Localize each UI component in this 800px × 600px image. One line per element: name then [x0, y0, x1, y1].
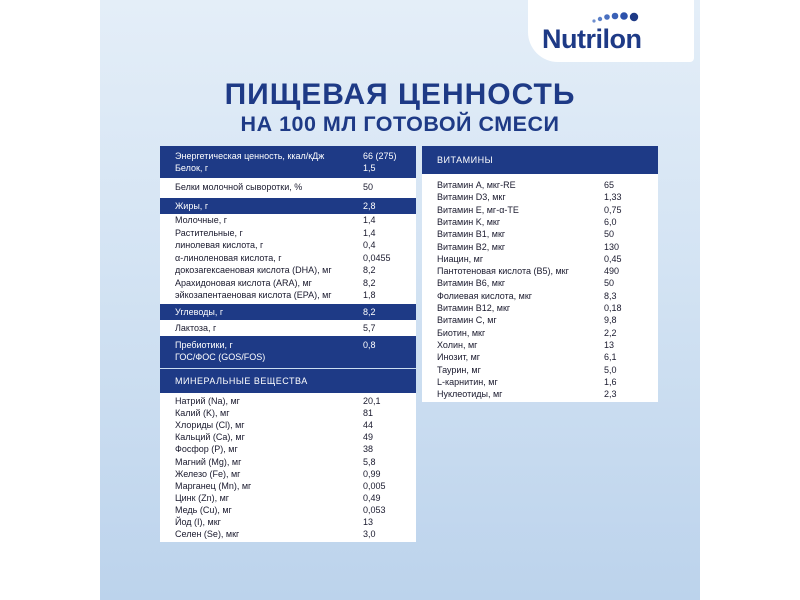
brand-logo [528, 0, 694, 62]
nutrient-name: Витамин C, мг [437, 315, 497, 326]
nutrient-value: 66 (275) [363, 151, 397, 161]
nutrient-name: Витамин B2, мкг [437, 241, 506, 252]
nutrient-name: Цинк (Zn), мг [175, 492, 230, 503]
nutrient-value: 0,8 [363, 340, 376, 350]
carbohydrate-header [160, 304, 416, 320]
minerals-header [160, 369, 416, 393]
nutrient-value: 0,45 [604, 253, 622, 264]
nutrient-name: Марганец (Mn), мг [175, 480, 252, 491]
nutrient-name: Фолиевая кислота, мкг [437, 290, 533, 301]
nutrient-value: 1,4 [363, 227, 376, 238]
nutrient-value: 5,8 [363, 456, 376, 467]
nutrient-value: 2,8 [363, 201, 376, 211]
nutrient-value: 50 [604, 278, 615, 289]
nutrient-name: Фосфор (P), мг [175, 444, 238, 455]
minerals-title: МИНЕРАЛЬНЫЕ ВЕЩЕСТВА [175, 376, 308, 386]
nutrient-value: 130 [604, 241, 620, 252]
nutrient-value: 13 [363, 517, 374, 527]
nutrient-name: Белок, г [175, 163, 209, 173]
nutrient-name: Селен (Se), мкг [175, 529, 240, 540]
nutrient-name: Хлориды (Cl), мг [175, 420, 245, 431]
nutrient-value: 0,49 [363, 492, 381, 503]
nutrient-name: Йод (I), мкг [175, 517, 221, 527]
nutrient-value: 1,8 [363, 290, 376, 300]
nutrient-value: 65 [604, 180, 615, 190]
nutrient-value: 5,0 [604, 364, 617, 375]
nutrient-name: α-линоленовая кислота, г [175, 252, 282, 263]
nutrient-value: 2,3 [604, 389, 617, 400]
nutrient-name: Инозит, мг [437, 352, 481, 363]
nutrient-name: ГОС/ФОС (GOS/FOS) [175, 352, 266, 362]
nutrient-name: линолевая кислота, г [175, 240, 264, 250]
page-subtitle: НА 100 МЛ ГОТОВОЙ СМЕСИ [240, 112, 560, 136]
nutrient-value: 0,0455 [363, 252, 391, 263]
nutrient-value: 0,053 [363, 504, 386, 515]
energy-protein-header [160, 146, 416, 178]
nutrient-value: 8,3 [604, 290, 617, 301]
nutrient-name: докозагексаеновая кислота (DHA), мг [175, 265, 332, 275]
nutrient-value: 8,2 [363, 265, 376, 275]
nutrient-value: 5,7 [363, 323, 376, 333]
nutrient-value: 6,1 [604, 352, 617, 363]
nutrient-name: Пантотеновая кислота (B5), мкг [437, 266, 569, 277]
nutrient-name: Пребиотики, г [175, 340, 233, 350]
nutrient-value: 44 [363, 420, 374, 431]
nutrition-card [100, 0, 700, 600]
nutrient-value: 13 [604, 339, 615, 350]
nutrient-name: Кальций (Ca), мг [175, 432, 245, 443]
prebiotics-header [160, 336, 416, 368]
nutrient-value: 0,005 [363, 480, 386, 491]
nutrient-name: L-карнитин, мг [437, 376, 498, 387]
nutrient-value: 38 [363, 444, 374, 455]
nutrient-value: 0,4 [363, 240, 376, 250]
nutrient-name: Железо (Fe), мг [175, 468, 241, 479]
nutrient-name: Магний (Mg), мг [175, 456, 242, 467]
nutrient-name: Белки молочной сыворотки, % [175, 182, 303, 192]
nutrient-value: 3,0 [363, 529, 376, 540]
nutrient-name: эйкозапентаеновая кислота (EPA), мг [175, 290, 332, 300]
nutrient-name: Лактоза, г [175, 323, 217, 333]
nutrient-name: Энергетическая ценность, ккал/кДж [175, 151, 325, 161]
nutrient-name: Углеводы, г [175, 307, 224, 317]
nutrient-value: 0,18 [604, 303, 622, 313]
nutrient-value: 8,2 [363, 277, 376, 288]
nutrient-value: 1,33 [604, 192, 622, 203]
vitamins-title: ВИТАМИНЫ [437, 155, 494, 165]
vitamins-table [422, 146, 658, 402]
nutrient-value: 2,2 [604, 327, 617, 338]
logo-dots-icon [590, 9, 650, 25]
nutrient-value: 8,2 [363, 307, 376, 317]
nutrient-value: 20,1 [363, 396, 381, 406]
minerals-table [160, 369, 416, 542]
nutrient-value: 9,8 [604, 315, 617, 326]
nutrient-value: 1,5 [363, 163, 376, 173]
nutrient-value: 49 [363, 432, 374, 443]
nutrient-value: 1,4 [363, 215, 376, 225]
nutrient-name: Витамин E, мг-α-TE [437, 204, 519, 215]
nutrient-name: Нуклеотиды, мг [437, 389, 503, 400]
nutrient-name: Витамин B1, мкг [437, 229, 506, 240]
nutrient-name: Витамин B12, мкг [437, 303, 511, 313]
fat-header [160, 198, 416, 214]
nutrient-name: Арахидоновая кислота (ARA), мг [175, 277, 312, 288]
nutrient-name: Молочные, г [175, 215, 227, 225]
nutrient-name: Растительные, г [175, 227, 243, 238]
nutrient-name: Холин, мг [437, 339, 478, 350]
logo-text: Nutrilon [542, 24, 642, 54]
nutrient-value: 6,0 [604, 216, 617, 227]
nutrient-name: Ниацин, мг [437, 253, 484, 264]
nutrient-value: 50 [363, 182, 374, 192]
nutrient-name: Витамин A, мкг-RE [437, 180, 516, 190]
nutrient-value: 490 [604, 266, 620, 277]
nutrient-name: Витамин K, мкг [437, 216, 501, 227]
nutrient-name: Витамин D3, мкг [437, 192, 506, 203]
nutrient-value: 1,6 [604, 376, 617, 387]
nutrient-name: Калий (K), мг [175, 408, 230, 419]
nutrient-name: Медь (Cu), мг [175, 504, 232, 515]
nutrient-value: 0,99 [363, 468, 381, 479]
nutrient-value: 50 [604, 229, 615, 240]
nutrient-name: Биотин, мкг [437, 327, 486, 338]
nutrient-name: Натрий (Na), мг [175, 396, 240, 406]
page-title: ПИЩЕВАЯ ЦЕННОСТЬ [224, 78, 576, 111]
nutrient-value: 81 [363, 408, 374, 419]
nutrient-name: Таурин, мг [437, 364, 481, 375]
nutrient-value: 0,75 [604, 204, 622, 215]
nutrient-name: Жиры, г [175, 201, 209, 211]
vitamins-header [422, 146, 658, 174]
main-nutrition-table [160, 146, 416, 368]
nutrient-name: Витамин B6, мкг [437, 278, 506, 289]
